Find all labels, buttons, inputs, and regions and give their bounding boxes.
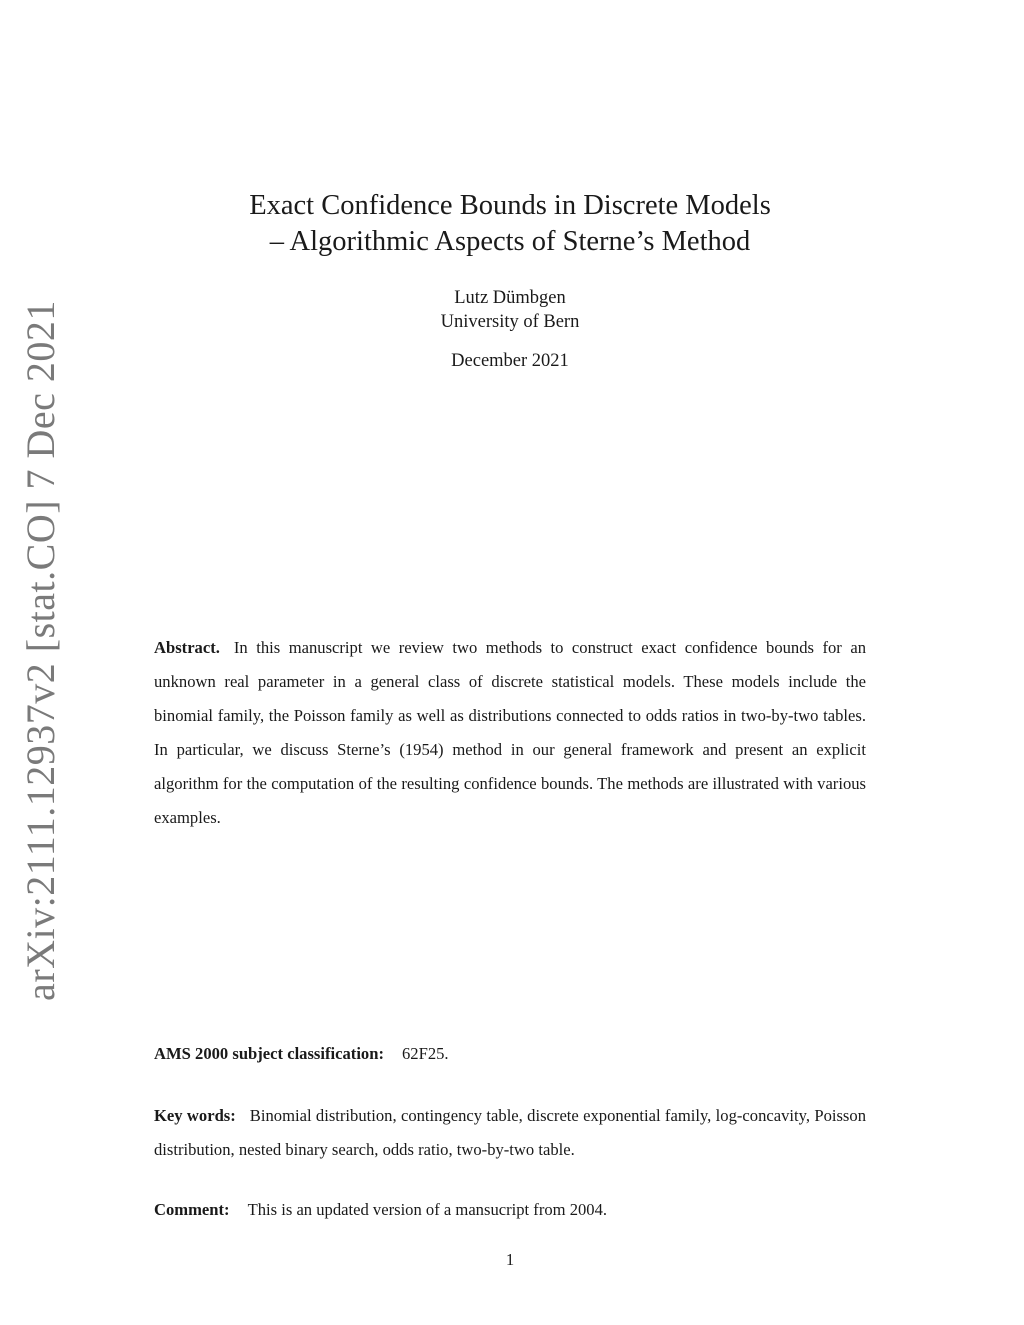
ams-value: 62F25.	[402, 1044, 449, 1063]
page-number: 1	[505, 1250, 515, 1269]
title-line-2: – Algorithmic Aspects of Sterne’s Method	[269, 226, 751, 257]
abstract-label: Abstract.	[154, 638, 220, 657]
abstract	[154, 631, 866, 835]
publication-date: December 2021	[451, 351, 569, 371]
arxiv-identifier: arXiv:2111.12937v2 [stat.CO] 7 Dec 2021	[17, 299, 63, 1001]
author-name: Lutz Dümbgen	[454, 288, 566, 308]
paper-title	[0, 188, 1020, 260]
author-affiliation: University of Bern	[440, 312, 580, 332]
author-block	[0, 286, 1020, 334]
keywords	[154, 1099, 866, 1167]
abstract-text: In this manuscript we review two methods to construct exact confidence bounds for an unknown real parameter in a general class of discrete statistical models. These models include the binomial family, the Poisson family as well as distributions connected to odds ratios in two-by-two tables. In particular, we discuss Sterne’s (1954) method in our general framework and present an explicit algorithm for the computation of the resulting confidence bounds. The methods are illustrated with various examples.	[154, 638, 866, 827]
arxiv-stamp	[5, 299, 75, 1001]
keywords-label: Key words:	[154, 1106, 236, 1125]
ams-label: AMS 2000 subject classification:	[154, 1044, 384, 1063]
comment	[154, 1197, 866, 1223]
comment-value: This is an updated version of a mansucript from 2004.	[247, 1200, 608, 1219]
comment-label: Comment:	[154, 1200, 230, 1219]
keywords-value: Binomial distribution, contingency table, discrete exponential family, log-concavity, Poisson distribution, nested binary search, odds ratio, two-by-two table.	[154, 1106, 866, 1159]
title-line-1: Exact Confidence Bounds in Discrete Models	[249, 190, 771, 221]
ams-classification	[154, 1041, 866, 1067]
